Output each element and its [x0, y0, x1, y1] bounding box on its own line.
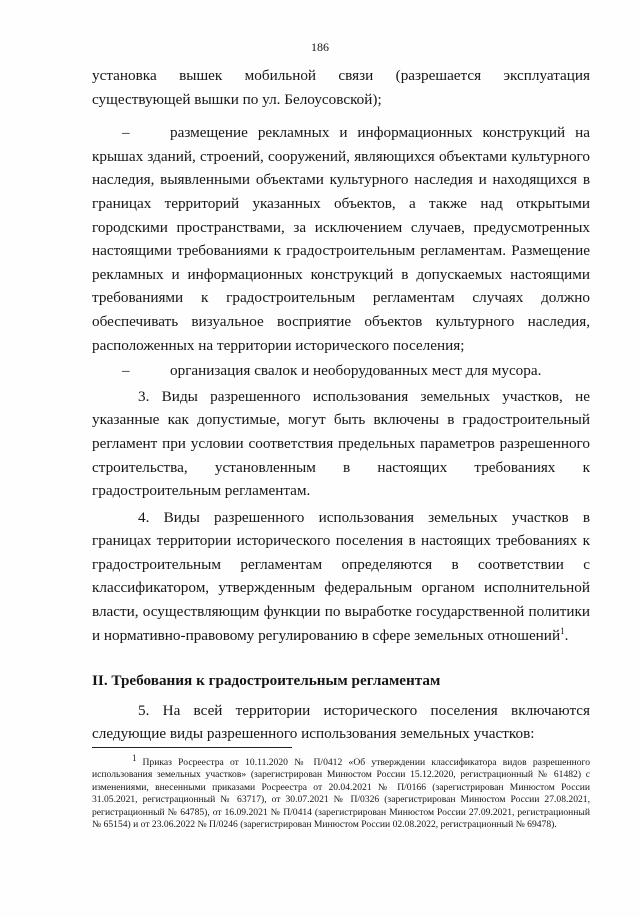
paragraph-3: 3. Виды разрешенного использования земельных участков, не указанные как допустимые, могут быть включены в градостроительный регламент при условии соответствия предельных параметров разрешенного строительства, установленным в настоящих требованиях к градостроительным регламентам. [92, 387, 590, 500]
body-text [92, 64, 590, 746]
footnote-mark: 1 [132, 752, 137, 763]
list-item-dumps-text: организация свалок и необорудованных мест для мусора. [170, 362, 542, 380]
dash-bullet: – [122, 124, 130, 142]
spacer [92, 111, 590, 121]
footnote-reference[interactable]: 1 [560, 625, 565, 636]
footnote-separator [92, 747, 292, 748]
dash-bullet: – [122, 362, 130, 380]
page-number: 186 [311, 40, 329, 54]
paragraph-mobile-towers: установка вышек мобильной связи (разрешается эксплуатация существующей вышки по ул. Белоусовской); [92, 67, 590, 108]
paragraph-5: 5. На всей территории исторического поселения включаются следующие виды разрешенного использования земельных участков: [92, 701, 590, 743]
paragraph-4 [92, 506, 590, 648]
list-item-advertising [92, 121, 590, 357]
footnote [92, 752, 590, 831]
list-item-advertising-text: размещение рекламных и информационных конструкций на крышах зданий, строений, сооружений, являющихся объектами культурного наследия, выявленными объектами культурного наследия и находящихся в границах территорий указанных объектов, а также над открытыми городскими пространствами, за исключением случаев, предусмотренных настоящими требованиями к градостроительным регламентам. Размещение рекламных и информационных конструкций в допускаемых настоящими требованиями к градостроительным регламентам случаях должно обеспечивать визуальное восприятие объектов культурного наследия, расположенных на территории исторического поселения; [92, 124, 590, 354]
paragraph-4-end: . [564, 626, 569, 644]
paragraph-4-text: 4. Виды разрешенного использования земельных участков в границах территории исторического поселения в настоящих требованиях к градостроительным регламентам определяются в соответствии с классификатором, утвержденным федеральным органом исполнительной власти, осуществляющим функции по выработке государственной политики и нормативно-правовому регулированию в сфере земельных отношений [92, 508, 590, 644]
section-heading: II. Требования к градостроительным регламентам [92, 672, 441, 690]
spacer [92, 647, 590, 669]
footnote-text: Приказ Росреестра от 10.11.2020 № П/0412 «Об утверждении классификатора видов разрешенного использования земельных участков» (зарегистрирован Минюстом России 15.12.2020, регистрационный № 61482) с изменениями, внесенными приказами Росреестра от 20.04.2021 № П/0166 (зарегистрирован Минюстом России 31.05.2021, регистрационный № 63717), от 30.07.2021 № П/0326 (зарегистрирован Минюстом России 27.08.2021, регистрационный № 64785), от 16.09.2021 № П/0414 (зарегистрирован Минюстом России 27.09.2021, регистрационный № 65154) и от 23.06.2022 № П/0246 (зарегистрирован Минюстом России 02.08.2022, регистрационный № 69478). [92, 757, 590, 831]
list-item-dumps [92, 359, 590, 383]
